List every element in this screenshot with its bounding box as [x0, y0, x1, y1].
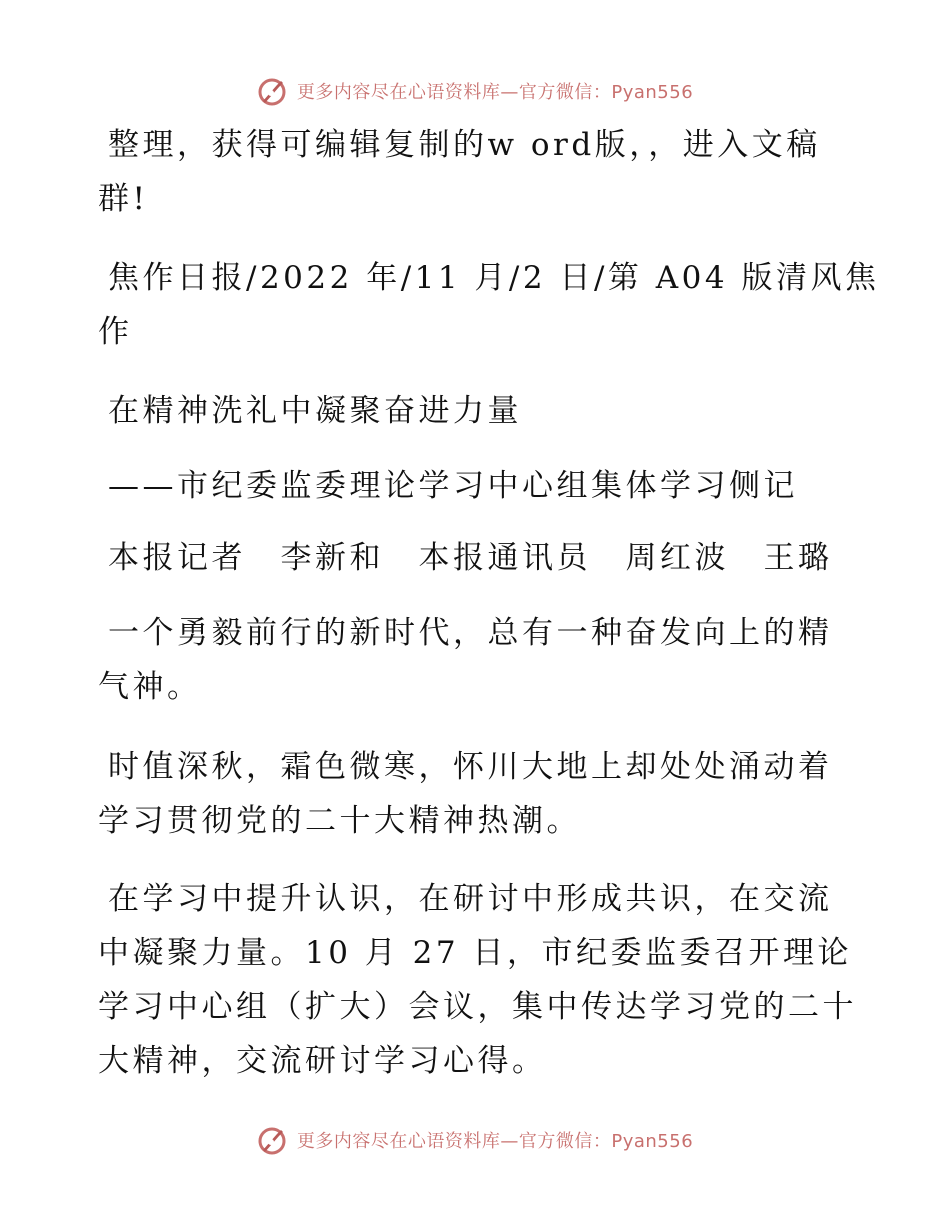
text-line: 整理，获得可编辑复制的w ord版，，进入文稿 — [108, 127, 821, 163]
paragraph — [98, 740, 860, 848]
text-line: 在精神洗礼中凝聚奋进力量 — [108, 393, 522, 429]
text-line: 中凝聚力量。10 月 27 日，市纪委监委召开理论 — [98, 935, 852, 971]
byline — [98, 531, 860, 585]
paragraph — [98, 606, 860, 714]
text-line: 群! — [98, 181, 149, 217]
text-line: 一个勇毅前行的新时代，总有一种奋发向上的精 — [108, 615, 833, 651]
text-line: 时值深秋，霜色微寒，怀川大地上却处处涌动着 — [108, 749, 833, 785]
watermark-footer — [0, 1120, 950, 1160]
paragraph — [98, 872, 860, 1088]
paragraph — [98, 118, 860, 226]
article-title — [98, 384, 860, 438]
pen-logo-icon — [257, 75, 289, 107]
article-subtitle — [98, 459, 860, 513]
paragraph — [98, 251, 880, 359]
watermark-text: 更多内容尽在心语资料库—官方微信：Pyan556 — [296, 1131, 694, 1152]
pen-logo-icon — [257, 1124, 289, 1156]
text-line: 大精神，交流研讨学习心得。 — [98, 1043, 547, 1079]
watermark-header — [0, 71, 950, 111]
text-line: 作 — [98, 314, 133, 350]
text-line: 本报记者 李新和 本报通讯员 周红波 王璐 — [108, 540, 833, 576]
text-line: 学习贯彻党的二十大精神热潮。 — [98, 803, 581, 839]
text-line: 学习中心组（扩大）会议，集中传达学习党的二十 — [98, 989, 857, 1025]
watermark-text: 更多内容尽在心语资料库—官方微信：Pyan556 — [296, 82, 694, 103]
text-line: ——市纪委监委理论学习中心组集体学习侧记 — [108, 468, 798, 504]
text-line: 气神。 — [98, 669, 202, 705]
text-line: 焦作日报/2022 年/11 月/2 日/第 A04 版清风焦 — [108, 260, 880, 296]
text-line: 在学习中提升认识，在研讨中形成共识，在交流 — [108, 881, 833, 917]
